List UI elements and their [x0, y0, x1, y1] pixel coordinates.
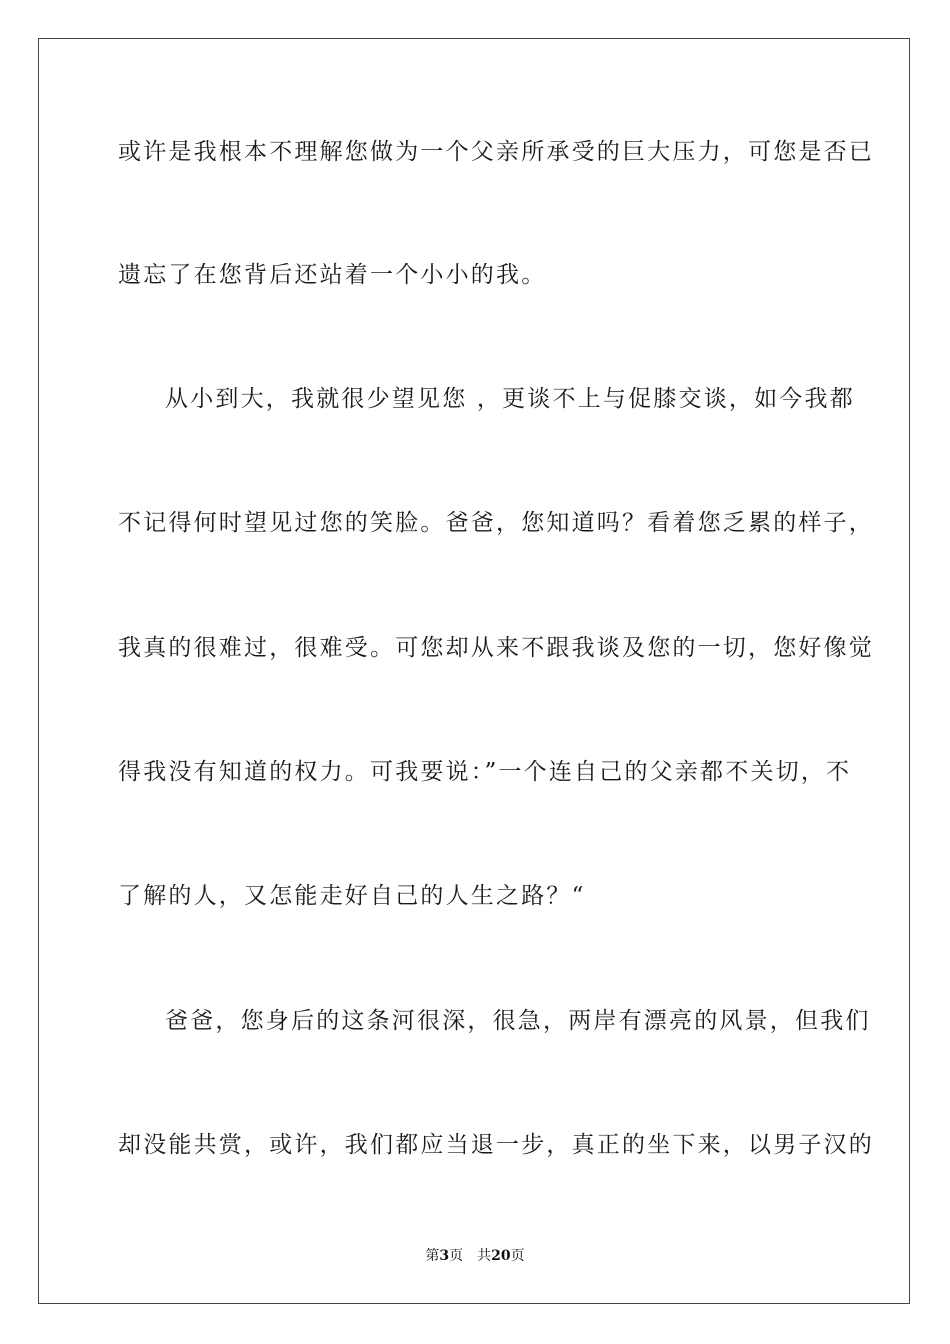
body-line-8: 爸爸，您身后的这条河很深，很急，两岸有漂亮的风景，但我们	[165, 1008, 871, 1034]
total-pages-number: 20	[491, 1248, 511, 1264]
body-line-1: 或许是我根本不理解您做为一个父亲所承受的巨大压力，可您是否已	[118, 139, 874, 165]
page-footer	[0, 1247, 950, 1265]
footer-total-prefix: 共	[477, 1248, 492, 1264]
current-page-number: 3	[439, 1248, 450, 1264]
body-line-6: 得我没有知道的权力。可我要说：”一个连自己的父亲都不关切，不	[118, 759, 852, 785]
body-line-4: 不记得何时望见过您的笑脸。爸爸，您知道吗？看着您乏累的样子，	[118, 510, 874, 536]
body-line-9: 却没能共赏，或许，我们都应当退一步，真正的坐下来，以男子汉的	[118, 1132, 874, 1158]
page-border	[38, 38, 910, 1304]
footer-total-suffix: 页	[510, 1248, 525, 1264]
body-line-3: 从小到大，我就很少望见您 ，更谈不上与促膝交谈，如今我都	[165, 386, 855, 412]
body-line-5: 我真的很难过，很难受。可您却从来不跟我谈及您的一切，您好像觉	[118, 635, 874, 661]
footer-prefix: 第	[425, 1248, 440, 1264]
body-line-2: 遗忘了在您背后还站着一个小小的我。	[118, 262, 547, 288]
body-line-7: 了解的人，又怎能走好自己的人生之路？“	[118, 883, 586, 909]
footer-page-suffix: 页	[449, 1248, 464, 1264]
